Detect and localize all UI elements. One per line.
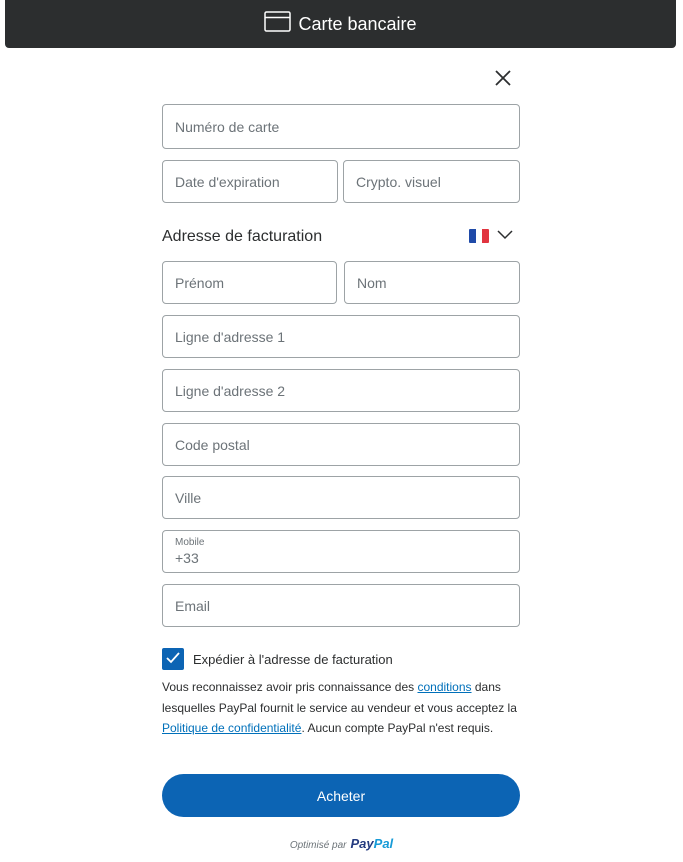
address-line-2-placeholder: Ligne d'adresse 2 xyxy=(175,382,286,399)
paypal-logo: PayPal xyxy=(350,836,394,851)
city-input[interactable] xyxy=(162,476,520,519)
privacy-policy-link[interactable]: Politique de confidentialité xyxy=(162,721,302,735)
chevron-down-icon xyxy=(497,227,513,245)
powered-by-text: Optimisé par xyxy=(289,840,347,851)
last-name-input[interactable] xyxy=(344,261,520,304)
address-line-1-input[interactable] xyxy=(162,315,520,358)
mobile-phone-input[interactable] xyxy=(162,530,520,573)
france-flag-icon xyxy=(469,229,489,243)
ship-to-billing-label: Expédier à l'adresse de facturation xyxy=(193,651,393,667)
close-button[interactable] xyxy=(491,68,515,92)
credit-card-icon xyxy=(264,11,291,37)
billing-address-title: Adresse de facturation xyxy=(162,228,323,245)
checkmark-icon xyxy=(165,651,181,668)
last-name-placeholder: Nom xyxy=(357,274,387,291)
header-title: Carte bancaire xyxy=(298,13,417,34)
close-icon xyxy=(494,69,512,92)
powered-by-footer xyxy=(0,836,683,851)
cvv-placeholder: Crypto. visuel xyxy=(356,173,441,190)
mobile-prefix: +33 xyxy=(175,549,199,566)
legal-text-1: Vous reconnaissez avoir pris connaissance des xyxy=(162,680,418,694)
first-name-input[interactable] xyxy=(162,261,337,304)
address-line-2-input[interactable] xyxy=(162,369,520,412)
email-input[interactable] xyxy=(162,584,520,627)
buy-button[interactable]: Acheter xyxy=(162,774,520,817)
email-placeholder: Email xyxy=(175,597,211,614)
ship-to-billing-checkbox[interactable] xyxy=(162,648,184,670)
card-number-input[interactable] xyxy=(162,104,520,149)
legal-text-3: . Aucun compte PayPal n'est requis. xyxy=(301,721,494,735)
expiry-date-placeholder: Date d'expiration xyxy=(175,173,280,190)
card-number-placeholder: Numéro de carte xyxy=(175,118,280,135)
header-bar xyxy=(5,0,676,48)
postal-code-placeholder: Code postal xyxy=(175,436,250,453)
city-placeholder: Ville xyxy=(175,489,202,506)
header-content xyxy=(264,11,416,37)
postal-code-input[interactable] xyxy=(162,423,520,466)
cvv-input[interactable] xyxy=(343,160,520,203)
ship-to-billing-row xyxy=(162,648,393,670)
country-selector[interactable] xyxy=(469,227,513,245)
address-line-1-placeholder: Ligne d'adresse 1 xyxy=(175,328,286,345)
legal-notice xyxy=(162,677,522,739)
legal-text-2: dans lesquelles PayPal fournit le service au vendeur et vous acceptez la xyxy=(162,680,517,715)
expiry-date-input[interactable] xyxy=(162,160,338,203)
conditions-link[interactable]: conditions xyxy=(417,680,472,694)
first-name-placeholder: Prénom xyxy=(175,274,225,291)
mobile-label: Mobile xyxy=(175,536,205,548)
